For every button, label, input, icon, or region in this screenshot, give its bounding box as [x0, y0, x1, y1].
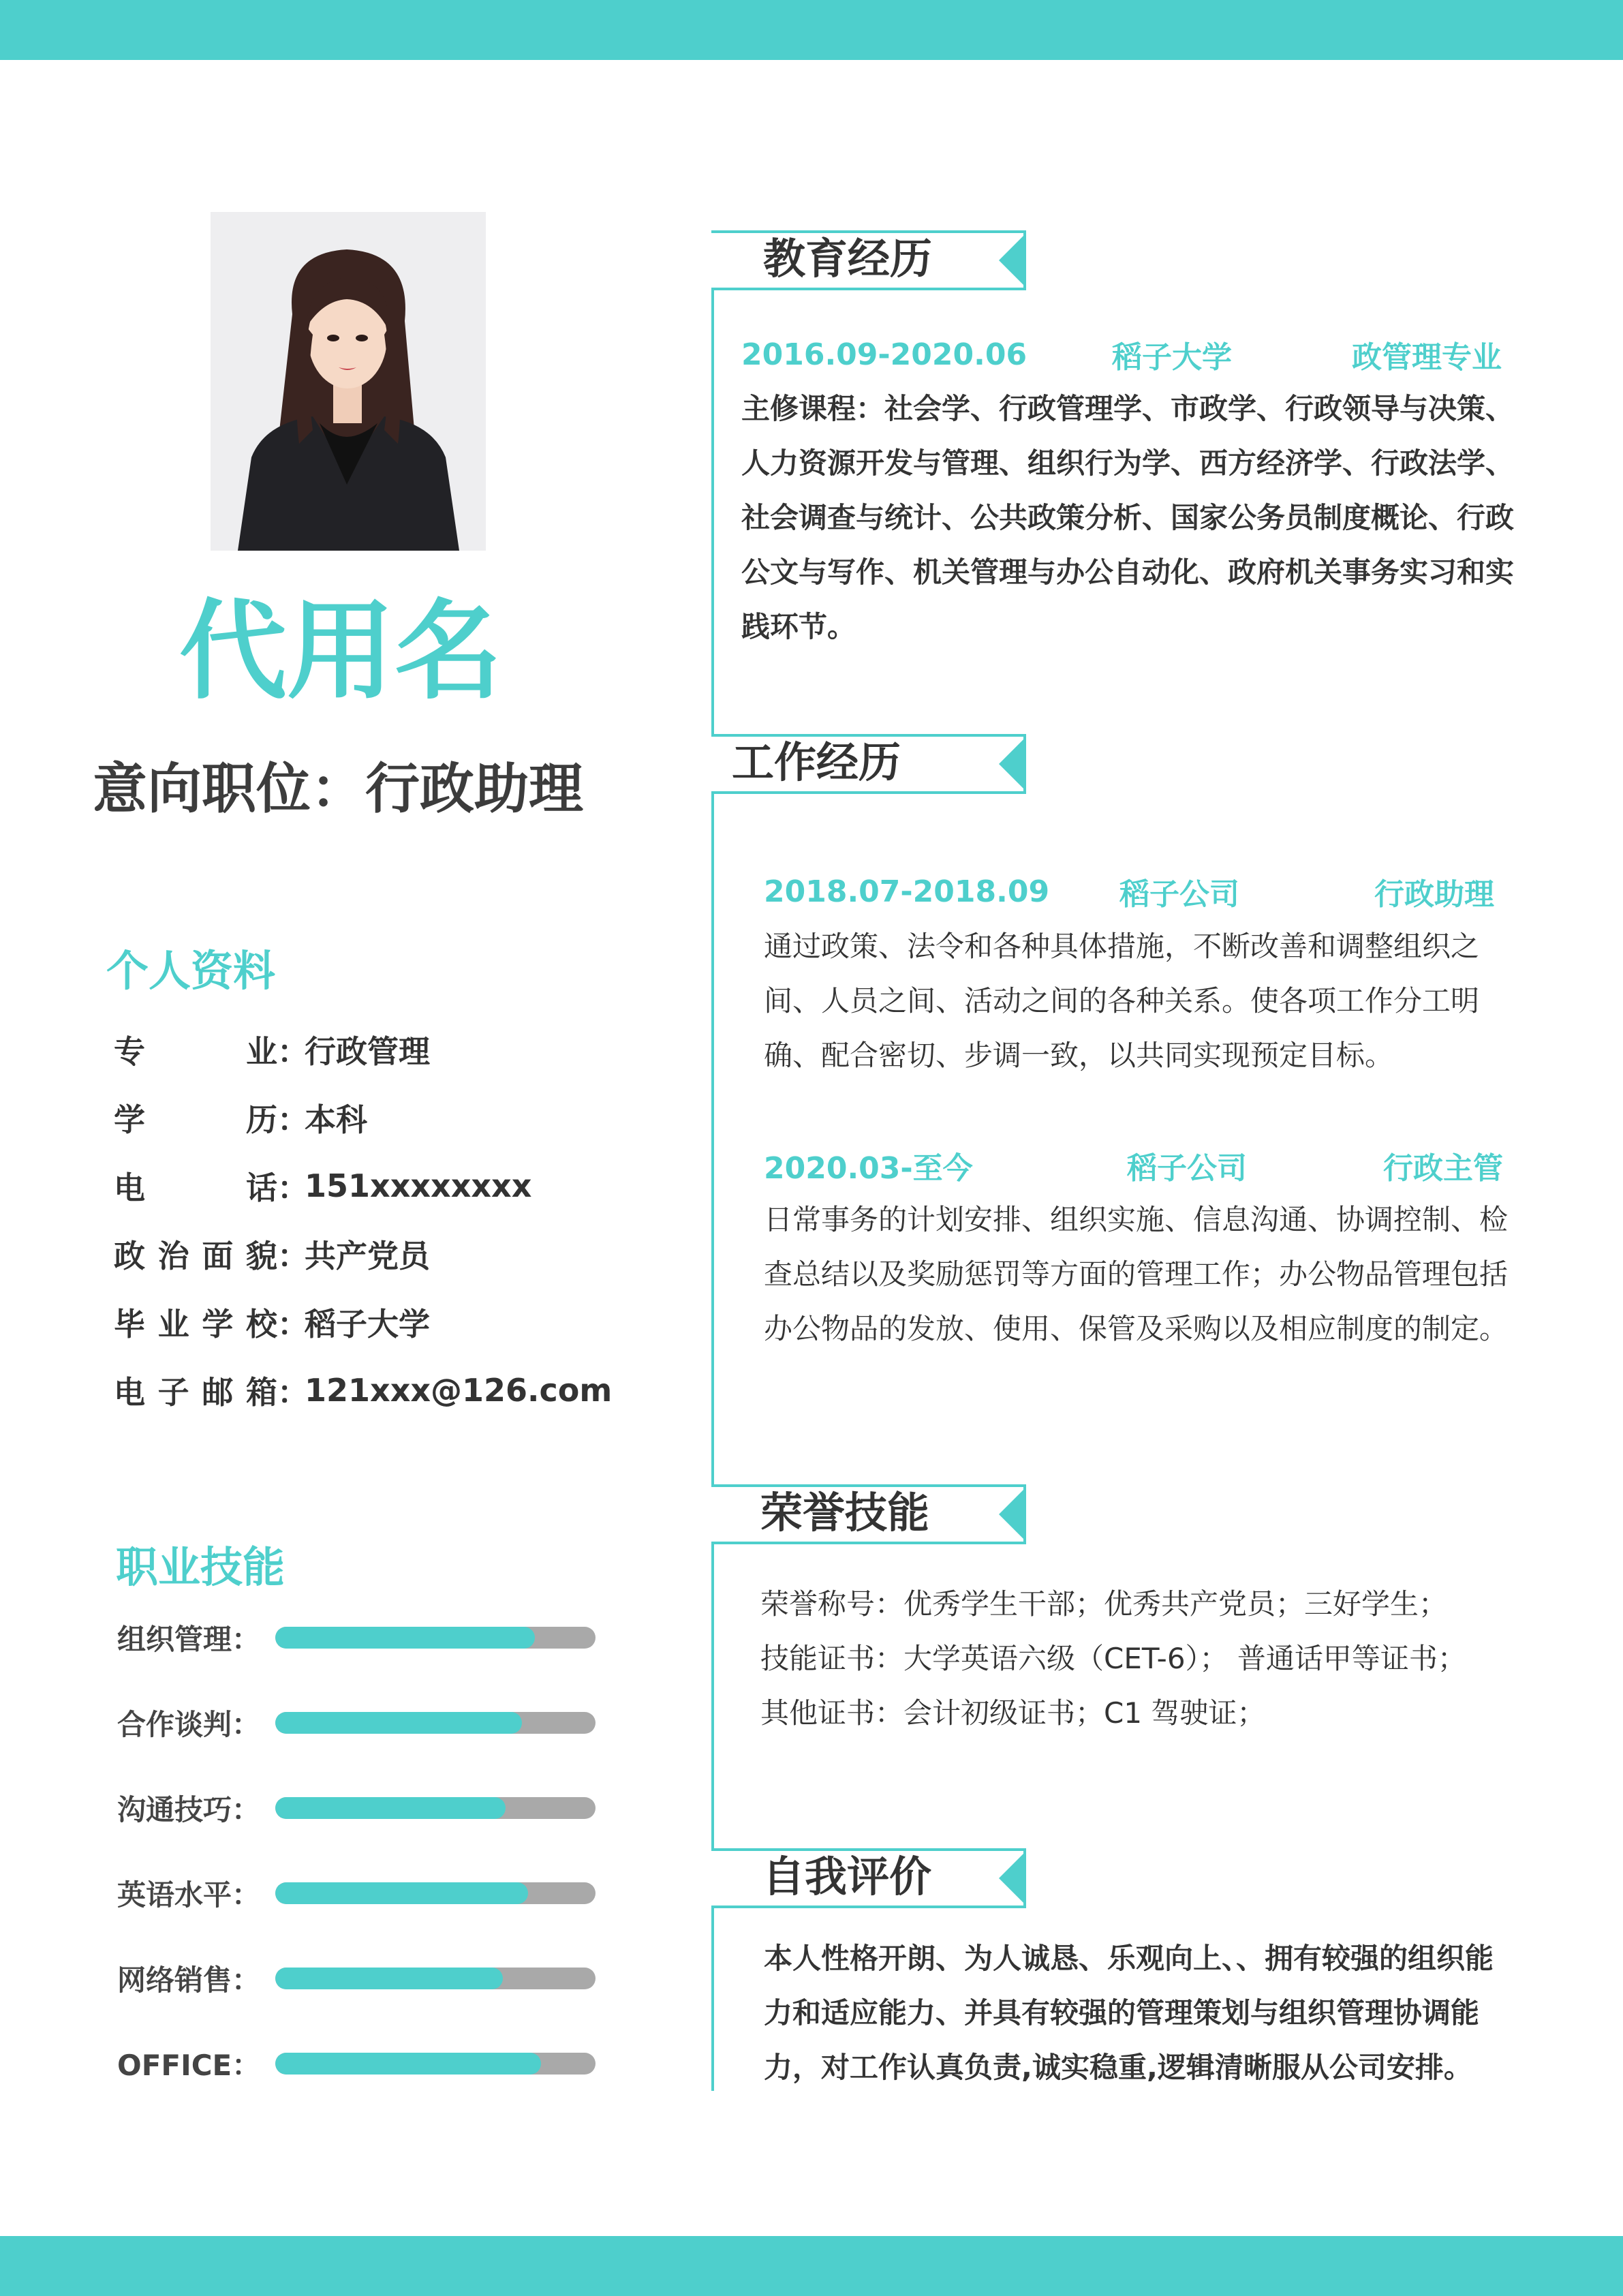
info-value: 稻子大学	[305, 1306, 430, 1343]
skills-list	[117, 1595, 596, 2106]
job-description: 日常事务的计划安排、组织实施、信息沟通、协调控制、检查总结以及奖励惩罚等方面的管理工作；办公物品管理包括办公物品的发放、使用、保管及采购以及相应制度的制定。	[764, 1203, 1509, 1345]
skill-bar	[275, 1968, 596, 1989]
education-section-header	[711, 230, 1026, 288]
skill-row	[117, 1595, 596, 1680]
skill-bar-fill	[275, 1882, 528, 1904]
info-value: 121xxx@126.com	[305, 1372, 613, 1409]
info-row-politics: 政治面貌 ： 共产党员	[114, 1220, 612, 1288]
profile-photo	[211, 212, 486, 551]
honors-title: 荣誉技能	[760, 1488, 930, 1537]
arrow-marker-icon	[999, 737, 1026, 791]
job-description: 通过政策、法令和各种具体措施，不断改善和调整组织之间、人员之间、活动之间的各种关系。使各项工作分工明确、配合密切、步调一致，以共同实现预定目标。	[764, 930, 1480, 1072]
arrow-marker-icon	[999, 1851, 1026, 1905]
skill-bar-fill	[275, 1712, 522, 1734]
skill-bar-fill	[275, 1627, 535, 1649]
skill-label: 英语水平：	[117, 1878, 261, 1912]
skill-row	[117, 2021, 596, 2106]
skill-label: OFFICE：	[117, 2048, 261, 2082]
info-value: 行政管理	[305, 1033, 430, 1070]
skill-label: 组织管理：	[117, 1622, 261, 1656]
info-label: 学历	[114, 1101, 277, 1138]
skill-bar	[275, 1797, 596, 1819]
skill-bar-fill	[275, 1797, 506, 1819]
personal-info-heading: 个人资料	[106, 946, 276, 996]
info-row-major: 专业 ： 行政管理	[114, 1015, 612, 1084]
self-eval-title: 自我评价	[762, 1852, 932, 1901]
education-title: 教育经历	[763, 234, 933, 284]
job-company: 稻子公司	[1127, 1151, 1247, 1186]
honors-section-header	[711, 1484, 1026, 1542]
skill-row	[117, 1935, 596, 2021]
info-row-degree: 学历 ： 本科	[114, 1084, 612, 1152]
skill-row	[117, 1680, 596, 1765]
job-company: 稻子公司	[1119, 877, 1239, 912]
arrow-marker-icon	[999, 1487, 1026, 1542]
info-value: 151xxxxxxxx	[305, 1167, 532, 1204]
work-title: 工作经历	[732, 737, 901, 787]
skill-label: 网络销售：	[117, 1963, 261, 1997]
education-date: 2016.09-2020.06	[741, 337, 1027, 372]
job-role: 行政主管	[1383, 1151, 1503, 1186]
education-school: 稻子大学	[1112, 340, 1232, 375]
info-row-email: 电子邮箱 ： 121xxx@126.com	[114, 1356, 612, 1424]
skill-bar-fill	[275, 1968, 503, 1989]
work-section-header	[711, 734, 1026, 791]
info-label: 电子邮箱	[114, 1374, 277, 1411]
info-label: 毕业学校	[114, 1306, 277, 1343]
honors-list	[760, 1577, 1544, 1741]
info-row-phone: 电话 ： 151xxxxxxxx	[114, 1152, 612, 1220]
arrow-marker-icon	[999, 233, 1026, 288]
honor-line: 技能证书：大学英语六级（CET-6）； 普通话甲等证书；	[760, 1642, 1466, 1675]
info-label: 政治面貌	[114, 1238, 277, 1274]
candidate-name: 代用名	[179, 589, 502, 714]
info-value: 共产党员	[305, 1238, 430, 1274]
skills-heading: 职业技能	[116, 1542, 285, 1592]
skill-bar	[275, 2053, 596, 2075]
skill-bar	[275, 1882, 596, 1904]
job-intent-value: 行政助理	[365, 757, 583, 821]
education-major: 政管理专业	[1352, 340, 1502, 375]
info-label: 专业	[114, 1033, 277, 1070]
honor-line: 其他证书：会计初级证书；C1 驾驶证；	[760, 1696, 1266, 1730]
job-date: 2018.07-2018.09	[764, 874, 1050, 909]
top-accent-band	[0, 0, 1623, 60]
skill-row	[117, 1850, 596, 1935]
timeline-divider	[711, 230, 714, 2091]
self-eval-text: 本人性格开朗、为人诚恳、乐观向上、、拥有较强的组织能力和适应能力、并具有较强的管理策划与组织管理协调能力，对工作认真负责,诚实稳重,逻辑清晰服从公司安排。	[764, 1942, 1494, 2084]
job-intent-label: 意向职位：	[93, 757, 365, 821]
job-role: 行政助理	[1374, 877, 1494, 912]
honor-line: 荣誉称号：优秀学生干部；优秀共产党员；三好学生；	[760, 1587, 1448, 1621]
info-row-school: 毕业学校 ： 稻子大学	[114, 1288, 612, 1356]
portrait-image	[211, 212, 486, 551]
job-date: 2020.03-至今	[764, 1151, 973, 1186]
job-intent	[93, 745, 583, 823]
bottom-accent-band	[0, 2236, 1623, 2296]
info-label: 电话	[114, 1169, 277, 1206]
self-eval-section-header	[711, 1848, 1026, 1905]
education-description: 主修课程：社会学、行政管理学、市政学、行政领导与决策、人力资源开发与管理、组织行为学、西方经济学、行政法学、社会调查与统计、公共政策分析、国家公务员制度概论、行政公文与写作、机关管理与办公自动化、政府机关事务实习和实践环节。	[741, 392, 1515, 643]
skill-bar-fill	[275, 2053, 541, 2075]
skill-row	[117, 1765, 596, 1850]
personal-info-list	[114, 1015, 612, 1424]
skill-bar	[275, 1712, 596, 1734]
skill-label: 沟通技巧：	[117, 1792, 261, 1826]
skill-bar	[275, 1627, 596, 1649]
skill-label: 合作谈判：	[117, 1707, 261, 1741]
info-value: 本科	[305, 1101, 367, 1138]
